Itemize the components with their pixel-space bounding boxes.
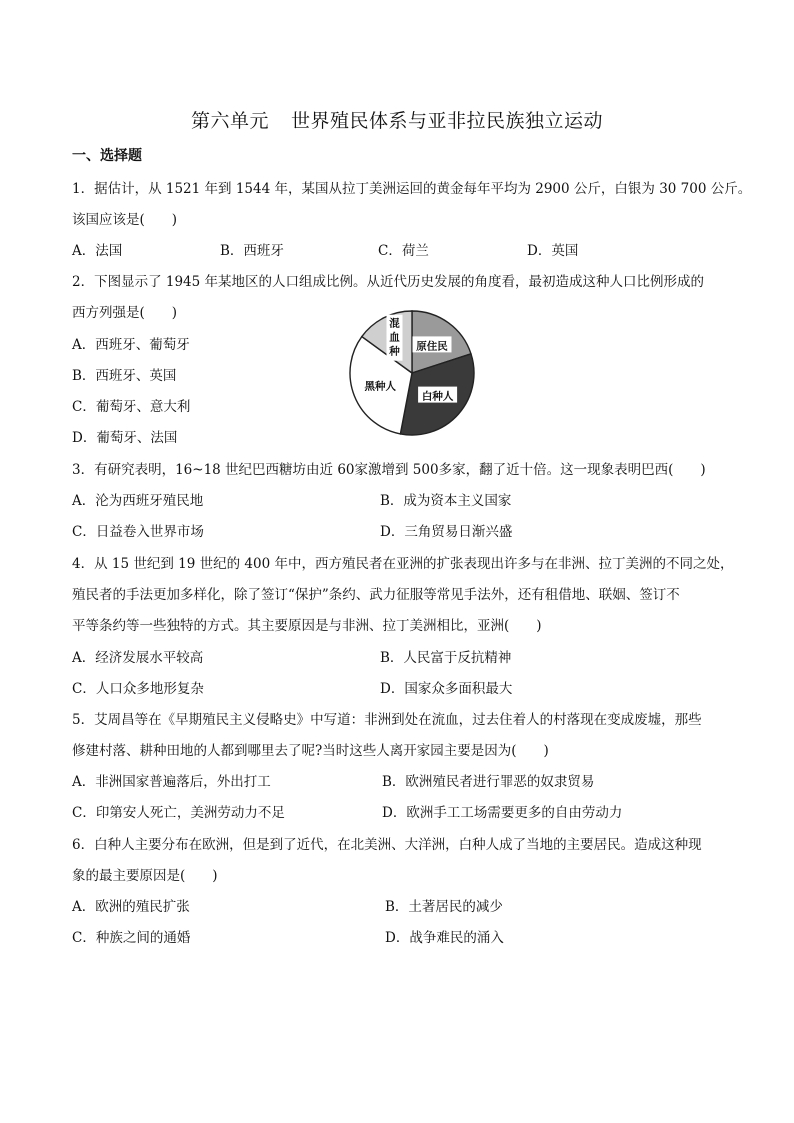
q2-stem-line2: 西方列强是( ) xyxy=(72,305,178,321)
q6-stem-line2: 象的最主要原因是( ) xyxy=(72,868,218,884)
population-pie-chart xyxy=(347,308,477,438)
q2-option-c[interactable]: C．葡萄牙、意大利 xyxy=(72,399,191,415)
q2-option-a[interactable]: A．西班牙、葡萄牙 xyxy=(72,337,190,353)
q6-option-b[interactable]: B．土著居民的减少 xyxy=(385,899,503,915)
q5-stem-line1: 5．艾周昌等在《早期殖民主义侵略史》中写道：非洲到处在流血，过去住着人的村落现在变成废墟，那些 xyxy=(72,712,702,728)
q4-stem-line3: 平等条约等一些独特的方式。其主要原因是与非洲、拉丁美洲相比，亚洲( ) xyxy=(72,618,542,634)
q3-option-a[interactable]: A．沦为西班牙殖民地 xyxy=(72,493,204,509)
q3-option-d[interactable]: D．三角贸易日渐兴盛 xyxy=(380,524,513,540)
q4-stem-line1: 4．从 15 世纪到 19 世纪的 400 年中，西方殖民者在亚洲的扩张表现出许多与在非洲、拉丁美洲的不同之处， xyxy=(72,556,734,572)
pie-label-2: 黑种人 xyxy=(364,380,397,393)
section-heading: 一、选择题 xyxy=(72,148,142,164)
pie-label-1: 白种人 xyxy=(421,390,454,403)
q3-stem-line1: 3．有研究表明，16~18 世纪巴西糖坊由近 60家激增到 500多家，翻了近十倍。这一现象表明巴西( ) xyxy=(72,462,706,478)
q4-option-b[interactable]: B．人民富于反抗精神 xyxy=(380,650,512,666)
q5-stem-line2: 修建村落、耕种田地的人都到哪里去了呢?当时这些人离开家园主要是因为( ) xyxy=(72,743,549,759)
q4-option-a[interactable]: A．经济发展水平较高 xyxy=(72,650,204,666)
q1-option-d[interactable]: D．英国 xyxy=(527,243,579,259)
q1-stem-line2: 该国应该是( ) xyxy=(72,212,178,228)
q3-option-b[interactable]: B．成为资本主义国家 xyxy=(380,493,512,509)
q4-stem-line2: 殖民者的手法更加多样化，除了签订“保护”条约、武力征服等常见手法外，还有租借地、联姻、签订不 xyxy=(72,587,680,603)
q2-option-b[interactable]: B．西班牙、英国 xyxy=(72,368,177,384)
q1-option-b[interactable]: B．西班牙 xyxy=(220,243,284,259)
q6-option-d[interactable]: D．战争难民的涌入 xyxy=(385,930,504,946)
q6-stem-line1: 6．白种人主要分布在欧洲，但是到了近代，在北美洲、大洋洲，白种人成了当地的主要居民。造成这种现 xyxy=(72,837,702,853)
page-title xyxy=(0,106,794,133)
q5-option-a[interactable]: A．非洲国家普遍落后，外出打工 xyxy=(72,774,271,790)
q2-stem-line1: 2．下图显示了 1945 年某地区的人口组成比例。从近代历史发展的角度看，最初造成这种人口比例形成的 xyxy=(72,274,705,290)
q5-option-c[interactable]: C．印第安人死亡，美洲劳动力不足 xyxy=(72,805,285,821)
q6-option-a[interactable]: A．欧洲的殖民扩张 xyxy=(72,899,190,915)
q2-option-d[interactable]: D．葡萄牙、法国 xyxy=(72,430,178,446)
q4-option-c[interactable]: C．人口众多地形复杂 xyxy=(72,681,204,697)
pie-label-0: 原住民 xyxy=(416,340,448,353)
q5-option-b[interactable]: B．欧洲殖民者进行罪恶的奴隶贸易 xyxy=(382,774,595,790)
unit-label: 第六单元 xyxy=(190,110,269,132)
q1-stem-line1: 1．据估计，从 1521 年到 1544 年，某国从拉丁美洲运回的黄金每年平均为 2900 公斤，白银为 30 700 公斤。 xyxy=(72,181,752,197)
pie-label-3: 混血种 xyxy=(389,317,400,358)
unit-name: 世界殖民体系与亚非拉民族独立运动 xyxy=(291,110,604,132)
q5-option-d[interactable]: D．欧洲手工工场需要更多的自由劳动力 xyxy=(382,805,623,821)
q4-option-d[interactable]: D．国家众多面积最大 xyxy=(380,681,513,697)
q6-option-c[interactable]: C．种族之间的通婚 xyxy=(72,930,191,946)
q1-option-a[interactable]: A．法国 xyxy=(72,243,123,259)
q1-option-c[interactable]: C．荷兰 xyxy=(378,243,429,259)
q3-option-c[interactable]: C．日益卷入世界市场 xyxy=(72,524,204,540)
